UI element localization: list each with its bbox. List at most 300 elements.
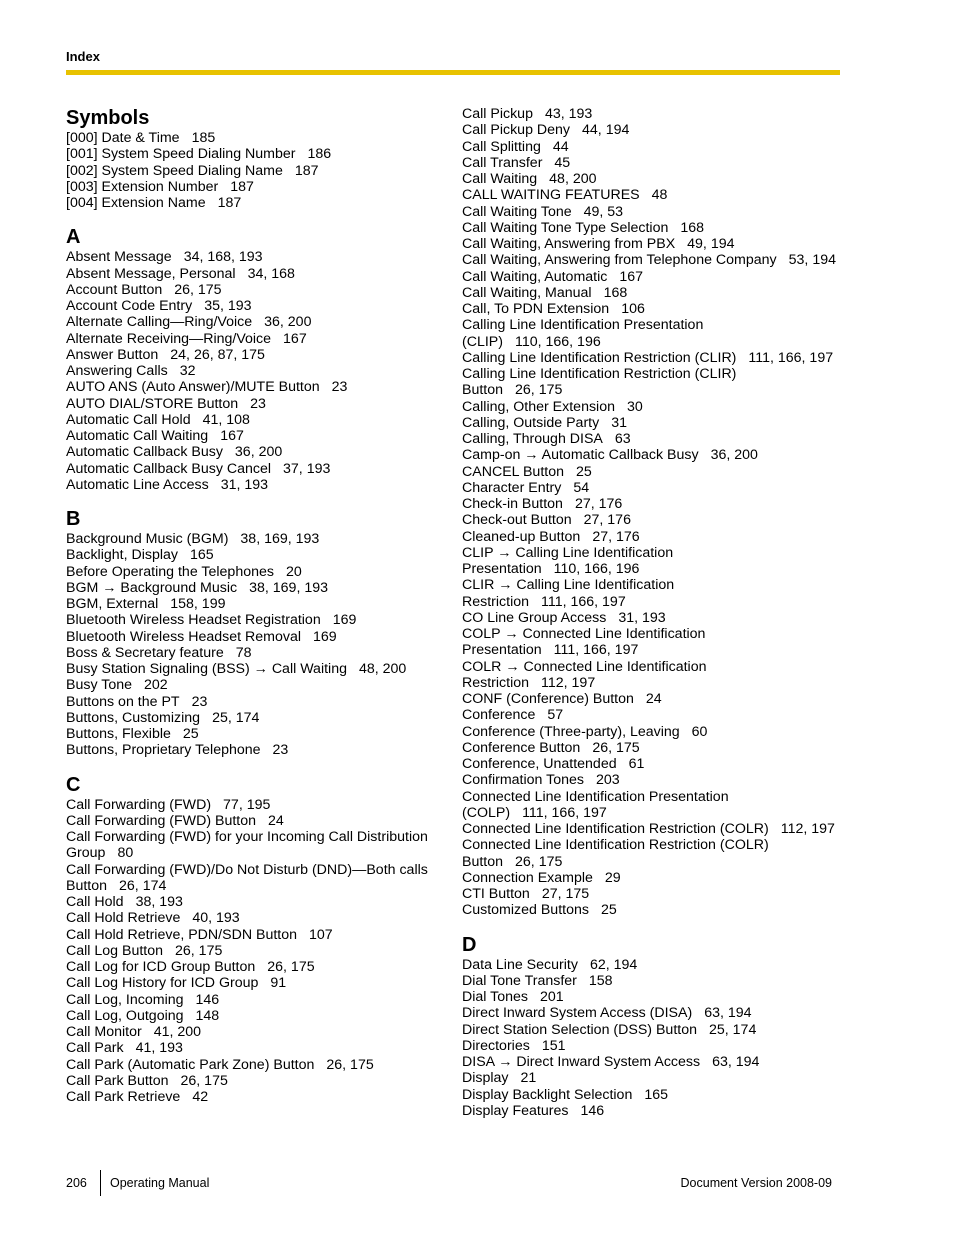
index-entry	[462, 529, 852, 545]
footer-manual-name: Operating Manual	[110, 1176, 210, 1190]
index-page-ref: 48, 200	[358, 661, 407, 677]
index-entry	[66, 331, 446, 347]
index-term: Restriction	[462, 674, 530, 691]
index-entry	[462, 350, 852, 366]
index-entry	[462, 675, 852, 691]
index-page-ref: 36, 200	[264, 314, 312, 331]
index-page-ref: 110, 166, 196	[553, 561, 640, 577]
index-entry	[66, 564, 446, 580]
index-entry	[462, 415, 852, 431]
index-page-ref: 110, 166, 196	[515, 333, 601, 350]
index-entry	[66, 943, 446, 959]
index-term: Call Forwarding (FWD)	[66, 796, 212, 813]
index-term: Call Forwarding (FWD) for your Incoming Call Distribution	[66, 829, 428, 845]
index-entry	[462, 594, 852, 610]
section-heading: D	[462, 933, 477, 956]
index-section	[66, 507, 446, 759]
index-term: Alternate Receiving—Ring/Voice	[66, 330, 272, 347]
index-term: CANCEL Button	[462, 463, 564, 480]
index-section	[66, 773, 446, 1106]
index-page-ref: 61	[628, 756, 645, 772]
index-entry	[66, 195, 446, 211]
index-entry	[462, 724, 852, 740]
index-entry	[66, 282, 446, 298]
index-term: Before Operating the Telephones	[66, 563, 274, 580]
index-page-ref: 203	[595, 772, 620, 789]
index-right-column	[462, 106, 852, 1119]
index-term: Calling Line Identification Presentation	[462, 317, 704, 334]
index-page-ref: 29	[604, 869, 621, 886]
index-page-ref: 26, 175	[174, 281, 222, 298]
index-page-ref: 44, 194	[582, 122, 630, 139]
index-entry	[66, 629, 446, 645]
index-term: Buttons, Customizing	[66, 709, 201, 726]
index-term: Account Code Entry	[66, 298, 193, 314]
index-page-ref: 24, 26, 87, 175	[170, 346, 265, 363]
index-entry	[462, 902, 852, 918]
index-entry	[462, 252, 852, 268]
index-entry	[66, 645, 446, 661]
index-term: Button	[66, 877, 108, 894]
index-page-ref: 24	[645, 691, 662, 707]
index-term: Busy Station Signaling (BSS) → Call Waiting	[66, 661, 347, 677]
index-term: Busy Tone	[66, 677, 132, 694]
index-term: Buttons, Flexible	[66, 726, 171, 742]
index-term: Call Park (Automatic Park Zone) Button	[66, 1056, 315, 1073]
index-entry	[462, 659, 852, 675]
index-page-ref: 23	[250, 395, 266, 412]
index-entry	[66, 146, 446, 162]
index-term: Call Waiting Tone	[462, 203, 572, 220]
index-page-ref: 41, 193	[135, 1040, 183, 1057]
index-entry	[462, 301, 852, 317]
index-term: Display Backlight Selection	[462, 1086, 633, 1103]
index-entry	[462, 496, 852, 512]
index-page-ref: 38, 169, 193	[249, 579, 328, 596]
index-page-ref: 169	[313, 628, 337, 645]
index-term: Conference (Three-party), Leaving	[462, 723, 680, 740]
index-entry	[462, 854, 852, 870]
index-entry	[66, 461, 446, 477]
index-entry	[66, 992, 446, 1008]
index-term: Answering Calls	[66, 363, 168, 379]
index-entry	[66, 1089, 446, 1105]
index-entry	[66, 845, 446, 861]
index-entry	[462, 1087, 852, 1103]
index-entry	[462, 480, 852, 496]
index-term: Connected Line Identification Presentation	[462, 788, 729, 805]
index-entry	[66, 428, 446, 444]
index-term: [000] Date & Time	[66, 130, 180, 146]
index-term: Backlight, Display	[66, 547, 178, 564]
footer-divider	[100, 1170, 101, 1196]
index-entry	[66, 878, 446, 894]
index-term: Customized Buttons	[462, 902, 589, 919]
index-entry	[66, 862, 446, 878]
index-page-ref: 26, 175	[515, 853, 563, 870]
index-term: Automatic Call Hold	[66, 411, 191, 428]
index-entry	[66, 1024, 446, 1040]
index-entry	[66, 1073, 446, 1089]
index-page-ref: 167	[220, 428, 244, 444]
index-page-ref: 146	[195, 991, 220, 1008]
index-term: Conference	[462, 707, 536, 724]
index-term: Direct Inward System Access (DISA)	[462, 1005, 693, 1022]
index-term: (COLP)	[462, 804, 511, 821]
index-entry	[462, 464, 852, 480]
index-entry	[66, 179, 446, 195]
index-page-ref: 35, 193	[204, 298, 252, 314]
index-entry	[66, 661, 446, 677]
index-term: Conference, Unattended	[462, 756, 617, 772]
index-term: Call Monitor	[66, 1024, 142, 1040]
index-page-ref: 62, 194	[589, 956, 638, 973]
index-entry	[462, 740, 852, 756]
index-page-ref: 27, 176	[592, 528, 640, 545]
index-page-ref: 53, 194	[788, 252, 836, 269]
index-page-ref: 38, 169, 193	[240, 531, 320, 547]
index-entry	[66, 710, 446, 726]
index-term: Call Splitting	[462, 138, 541, 155]
index-entry	[462, 285, 852, 301]
index-term: [003] Extension Number	[66, 178, 219, 195]
index-page-ref: 41, 108	[202, 411, 250, 428]
index-page-ref: 146	[580, 1102, 605, 1119]
index-entry	[462, 821, 852, 837]
index-page-ref: 31, 193	[618, 609, 666, 626]
header-rule	[66, 70, 840, 75]
index-page-ref: 36, 200	[234, 444, 283, 461]
index-term: BGM, External	[66, 596, 159, 612]
index-page-ref: 111, 166, 197	[522, 804, 607, 821]
index-page-ref: 20	[285, 563, 302, 580]
index-term: Call Waiting	[462, 171, 538, 187]
index-entry	[462, 171, 852, 187]
index-page-ref: 148	[195, 1007, 220, 1024]
index-page-ref: 27, 176	[583, 512, 631, 529]
index-entry	[462, 870, 852, 886]
index-term: Call Transfer	[462, 154, 543, 171]
footer-page-number: 206	[66, 1176, 87, 1190]
index-left-column	[66, 106, 446, 1105]
footer-document-version: Document Version 2008-09	[680, 1176, 832, 1190]
index-term: Call Park Button	[66, 1072, 169, 1089]
index-term: Display Features	[462, 1102, 569, 1119]
index-page-ref: 26, 174	[119, 877, 167, 894]
index-entry	[462, 626, 852, 642]
index-entry	[462, 447, 852, 463]
index-term: Check-in Button	[462, 496, 563, 512]
index-page-ref: 31	[611, 414, 627, 431]
index-entry	[66, 1008, 446, 1024]
index-page-ref: 111, 166, 197	[553, 642, 639, 659]
index-page-ref: 201	[539, 989, 564, 1005]
index-entry	[66, 444, 446, 460]
index-page-ref: 26, 175	[267, 959, 315, 975]
index-entry	[462, 989, 852, 1005]
index-page-ref: 23	[331, 379, 348, 396]
index-entry	[462, 1103, 852, 1119]
index-section	[66, 106, 446, 211]
index-entry	[462, 317, 852, 333]
index-term: Connected Line Identification Restriction (COLR)	[462, 821, 769, 837]
index-term: Automatic Callback Busy Cancel	[66, 460, 272, 477]
index-term: Calling, Through DISA	[462, 431, 603, 447]
index-entry	[462, 837, 852, 853]
index-page-ref: 32	[179, 363, 196, 379]
index-section	[462, 106, 852, 919]
index-entry	[66, 363, 446, 379]
index-term: Call Waiting Tone Type Selection	[462, 219, 669, 236]
index-entry	[462, 691, 852, 707]
index-page-ref: 187	[217, 195, 242, 211]
index-page-ref: 158, 199	[170, 596, 226, 612]
index-term: Call Log, Outgoing	[66, 1007, 184, 1024]
index-entry	[462, 155, 852, 171]
index-entry	[462, 577, 852, 593]
index-page-ref: 48, 200	[549, 171, 597, 187]
index-page-ref: 57	[547, 707, 564, 724]
index-entry	[462, 1038, 852, 1054]
index-page-ref: 21	[520, 1070, 537, 1087]
index-page-ref: 169	[332, 612, 357, 629]
index-entry	[462, 545, 852, 561]
index-term: Automatic Line Access	[66, 476, 209, 493]
index-term: Camp-on → Automatic Callback Busy	[462, 447, 699, 464]
index-term: Call Park Retrieve	[66, 1089, 181, 1105]
index-page-ref: 25	[182, 726, 199, 742]
index-term: Directories	[462, 1037, 530, 1054]
index-page-ref: 34, 168	[247, 265, 295, 282]
index-term: Button	[462, 382, 504, 399]
index-term: AUTO DIAL/STORE Button	[66, 395, 239, 412]
index-page-ref: 25	[576, 463, 592, 480]
index-page-ref: 111, 166, 197	[748, 349, 834, 366]
index-page-ref: 91	[270, 975, 287, 992]
index-term: CTI Button	[462, 886, 530, 902]
index-entry	[462, 399, 852, 415]
index-term: Buttons on the PT	[66, 693, 180, 710]
index-page-ref: 26, 175	[592, 739, 640, 756]
section-heading: A	[66, 226, 81, 249]
index-page-ref: 42	[192, 1089, 209, 1105]
index-entry	[66, 314, 446, 330]
index-entry	[462, 431, 852, 447]
index-page-ref: 158	[588, 972, 613, 989]
index-entry	[66, 130, 446, 146]
index-term: Call Log Button	[66, 942, 164, 959]
index-entry	[462, 561, 852, 577]
index-page-ref: 38, 193	[135, 894, 183, 910]
index-entry	[66, 163, 446, 179]
index-entry	[462, 957, 852, 973]
index-page-ref: 36, 200	[710, 447, 758, 464]
index-entry	[462, 789, 852, 805]
index-page-ref: 54	[573, 479, 590, 496]
index-entry	[66, 379, 446, 395]
index-entry	[66, 1057, 446, 1073]
index-page-ref: 60	[691, 723, 708, 740]
index-entry	[66, 347, 446, 363]
index-term: Automatic Callback Busy	[66, 444, 223, 461]
index-page-ref: 44	[552, 138, 569, 155]
index-page-ref: 30	[627, 398, 643, 415]
index-term: Call Hold Retrieve	[66, 910, 181, 927]
index-term: Connected Line Identification Restriction (COLR)	[462, 837, 769, 854]
index-term: Account Button	[66, 281, 163, 298]
index-term: Calling, Other Extension	[462, 398, 615, 415]
index-term: Calling Line Identification Restriction (CLIR)	[462, 366, 737, 382]
index-page-ref: 63, 194	[712, 1054, 760, 1070]
index-page-ref: 26, 175	[175, 942, 223, 959]
index-page-ref: 111, 166, 197	[541, 593, 626, 610]
index-page-ref: 49, 194	[687, 236, 735, 252]
index-page-ref: 48	[651, 187, 668, 204]
header-title: Index	[66, 49, 100, 64]
index-entry	[462, 139, 852, 155]
section-heading: Symbols	[66, 107, 150, 129]
index-term: Call Waiting, Automatic	[462, 268, 608, 285]
index-term: CO Line Group Access	[462, 609, 607, 626]
index-term: COLR → Connected Line Identification	[462, 658, 707, 675]
index-term: Data Line Security	[462, 956, 578, 973]
index-page-ref: 63, 194	[704, 1005, 752, 1022]
index-term: Character Entry	[462, 479, 562, 496]
index-entry	[462, 1022, 852, 1038]
index-entry	[66, 894, 446, 910]
index-section	[462, 933, 852, 1120]
index-entry	[462, 382, 852, 398]
index-term: [001] System Speed Dialing Number	[66, 146, 296, 163]
index-term: Restriction	[462, 593, 530, 610]
index-page-ref: 168	[680, 219, 705, 236]
index-term: Dial Tone Transfer	[462, 972, 577, 989]
index-entry	[66, 677, 446, 693]
index-page-ref: 34, 168, 193	[183, 249, 263, 266]
index-entry	[462, 187, 852, 203]
index-term: Call Hold	[66, 894, 124, 910]
index-entry	[462, 1070, 852, 1086]
index-entry	[462, 1054, 852, 1070]
index-entry	[462, 204, 852, 220]
index-term: Call Pickup Deny	[462, 122, 571, 139]
index-term: Answer Button	[66, 346, 159, 363]
index-term: Call Waiting, Manual	[462, 284, 592, 301]
index-entry	[66, 927, 446, 943]
section-heading: B	[66, 508, 81, 530]
index-term: CALL WAITING FEATURES	[462, 187, 640, 204]
index-page-ref: 202	[144, 677, 168, 694]
index-entry	[462, 236, 852, 252]
index-term: Check-out Button	[462, 512, 572, 529]
index-page-ref: 151	[541, 1037, 566, 1054]
index-entry	[66, 742, 446, 758]
index-entry	[66, 797, 446, 813]
index-entry	[66, 959, 446, 975]
index-entry	[462, 886, 852, 902]
index-term: Boss & Secretary feature	[66, 644, 224, 661]
index-entry	[462, 334, 852, 350]
index-entry	[462, 973, 852, 989]
index-page-ref: 185	[191, 130, 216, 146]
index-term: Call, To PDN Extension	[462, 301, 610, 317]
index-term: Bluetooth Wireless Headset Removal	[66, 628, 301, 645]
index-section	[66, 225, 446, 493]
index-page-ref: 40, 193	[192, 910, 240, 927]
index-page-ref: 41, 200	[153, 1024, 202, 1040]
index-page-ref: 167	[283, 330, 307, 347]
index-page-ref: 165	[189, 547, 214, 564]
index-term: Call Pickup	[462, 106, 533, 122]
index-entry	[462, 707, 852, 723]
index-term: [002] System Speed Dialing Name	[66, 162, 283, 179]
index-term: Button	[462, 853, 504, 870]
index-term: Bluetooth Wireless Headset Registration	[66, 612, 321, 629]
index-entry	[66, 726, 446, 742]
index-entry	[462, 122, 852, 138]
index-page-ref: 107	[309, 926, 333, 943]
index-page-ref: 43, 193	[544, 106, 593, 122]
index-page-ref: 27, 176	[574, 496, 623, 512]
index-term: Presentation	[462, 561, 542, 577]
index-entry	[66, 580, 446, 596]
index-page-ref: 25, 174	[709, 1021, 757, 1038]
index-term: Group	[66, 845, 106, 862]
index-page-ref: 187	[294, 162, 319, 179]
index-page-ref: 24	[268, 812, 284, 829]
index-term: Conference Button	[462, 739, 581, 756]
index-term: Call Park	[66, 1040, 124, 1057]
index-entry	[462, 512, 852, 528]
index-term: Call Log, Incoming	[66, 991, 184, 1008]
index-entry	[462, 366, 852, 382]
index-term: Automatic Call Waiting	[66, 428, 209, 444]
index-term: CLIR → Calling Line Identification	[462, 577, 675, 594]
index-page-ref: 26, 175	[515, 382, 563, 399]
index-entry	[462, 610, 852, 626]
index-term: Buttons, Proprietary Telephone	[66, 742, 261, 759]
index-term: Cleaned-up Button	[462, 528, 581, 545]
index-term: Direct Station Selection (DSS) Button	[462, 1021, 697, 1038]
index-entry	[66, 612, 446, 628]
index-term: DISA → Direct Inward System Access	[462, 1054, 701, 1070]
index-page-ref: 168	[603, 284, 628, 301]
index-page-ref: 165	[644, 1086, 669, 1103]
index-term: Call Waiting, Answering from PBX	[462, 236, 676, 252]
index-term: Call Waiting, Answering from Telephone Company	[462, 252, 777, 269]
index-term: Call Hold Retrieve, PDN/SDN Button	[66, 926, 298, 943]
index-term: Call Forwarding (FWD) Button	[66, 812, 257, 829]
index-entry	[66, 1040, 446, 1056]
index-page-ref: 49, 53	[583, 203, 624, 220]
index-entry	[66, 813, 446, 829]
index-term: Call Forwarding (FWD)/Do Not Disturb (DND)—Both calls	[66, 861, 428, 878]
index-entry	[462, 642, 852, 658]
index-entry	[66, 249, 446, 265]
index-entry	[66, 829, 446, 845]
index-entry	[66, 396, 446, 412]
section-heading: C	[66, 773, 81, 796]
index-page-ref: 25, 174	[212, 709, 260, 726]
index-term: COLP → Connected Line Identification	[462, 626, 706, 642]
index-entry	[462, 1005, 852, 1021]
index-term: Absent Message, Personal	[66, 265, 236, 282]
index-term: [004] Extension Name	[66, 195, 206, 211]
index-term: Calling, Outside Party	[462, 414, 600, 431]
index-page-ref: 187	[230, 178, 254, 195]
index-page-ref: 78	[235, 644, 252, 661]
index-term: Call Log for ICD Group Button	[66, 959, 256, 975]
